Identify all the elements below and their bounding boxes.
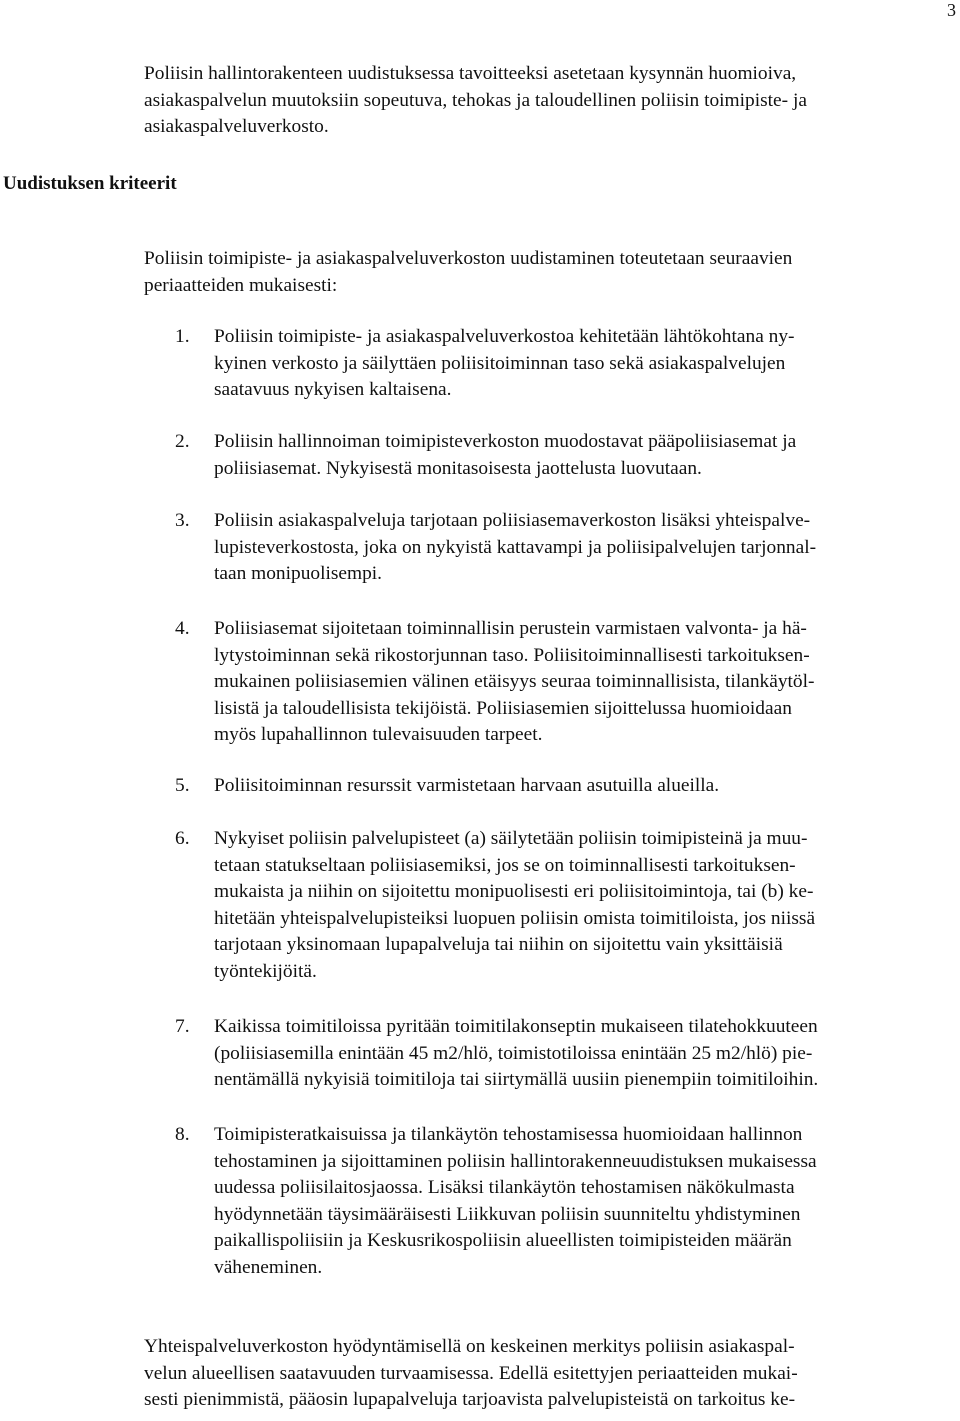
- text-line: Kaikissa toimitiloissa pyritään toimitilakonseptin mukaiseen tilatehokkuuteen: [214, 1016, 818, 1037]
- text-line: myös lupahallinnon tulevaisuuden tarpeet.: [214, 724, 543, 746]
- text-line: Poliisin asiakaspalveluja tarjotaan poliisiasemaverkoston lisäksi yhteispalve-: [214, 510, 811, 531]
- list-item: [175, 616, 956, 749]
- list-item-text: [214, 616, 956, 749]
- list-item-number: 8.: [175, 1124, 190, 1145]
- section-heading: Uudistuksen kriteerit: [3, 173, 177, 194]
- list-item: [175, 508, 956, 588]
- text-line: mukainen poliisiasemien välinen etäisyys seuraa toiminnallisista, tilankäytöl-: [214, 671, 815, 693]
- list-item-number: 5.: [175, 775, 190, 796]
- list-item-text: [214, 508, 956, 588]
- list-item-number: 7.: [175, 1016, 190, 1037]
- list-item-text: [214, 324, 956, 404]
- text-line: uudessa poliisilaitosjaossa. Lisäksi tilankäytön tehostamisen näkökulmasta: [214, 1177, 795, 1199]
- text-line: velun alueellisen saatavuuden turvaamisessa. Edellä esitettyjen periaatteiden mukai-: [144, 1362, 798, 1384]
- principles-intro-paragraph: [144, 246, 956, 299]
- list-item-text: [214, 1014, 956, 1094]
- list-item-text: [214, 429, 956, 482]
- list-item: [175, 773, 956, 800]
- text-line: väheneminen.: [214, 1256, 323, 1278]
- text-line: paikallispoliisiin ja Keskusrikospoliisin alueellisten toimipisteiden määrän: [214, 1230, 792, 1252]
- text-line: Nykyiset poliisin palvelupisteet (a) säilytetään poliisin toimipisteinä ja muu-: [214, 828, 808, 849]
- list-item-number: 4.: [175, 618, 190, 639]
- list-item-text: [214, 826, 956, 986]
- text-line: tehostaminen ja sijoittaminen poliisin hallintorakenneuudistuksen mukaisessa: [214, 1150, 817, 1172]
- list-item-number: 2.: [175, 431, 190, 452]
- text-line: lytystoiminnan sekä rikostorjunnan taso. Poliisitoiminnallisesti tarkoituksen-: [214, 644, 810, 666]
- text-line: Poliisitoiminnan resurssit varmistetaan harvaan asutuilla alueilla.: [214, 775, 720, 796]
- list-item: [175, 826, 956, 986]
- list-item: [175, 324, 956, 404]
- text-line: Poliisin hallinnoiman toimipisteverkoston muodostavat pääpoliisiasemat ja: [214, 431, 797, 452]
- text-line: lisistä ja taloudellisista tekijöistä. Poliisiasemien sijoittelussa huomioidaan: [214, 697, 792, 719]
- text-line: hyödynnetään täysimääräisesti Liikkuvan poliisin suunniteltu yhdistyminen: [214, 1203, 801, 1225]
- text-line: (poliisiasemilla enintään 45 m2/hlö, toimistotiloissa enintään 25 m2/hlö) pie-: [214, 1042, 813, 1064]
- text-line: Poliisiasemat sijoitetaan toiminnallisin perustein varmistaen valvonta- ja hä-: [214, 618, 807, 639]
- list-item-text: [214, 1122, 956, 1282]
- text-line: Poliisin hallintorakenteen uudistuksessa tavoitteeksi asetetaan kysynnän huomioiva,: [144, 63, 797, 84]
- list-item-text: [214, 773, 956, 800]
- text-line: Yhteispalveluverkoston hyödyntämisellä on keskeinen merkitys poliisin asiakaspal-: [144, 1336, 795, 1357]
- text-line: sesti pienimmistä, pääosin lupapalveluja tarjoavista palvelupisteistä on tarkoitus ke-: [144, 1389, 796, 1411]
- text-line: asiakaspalvelun muutoksiin sopeutuva, tehokas ja taloudellinen poliisin toimipiste- ja: [144, 89, 807, 111]
- text-line: asiakaspalveluverkosto.: [144, 116, 329, 138]
- text-line: työntekijöitä.: [214, 960, 317, 982]
- page-number: 3: [947, 0, 956, 20]
- intro-paragraph: [144, 61, 956, 141]
- closing-paragraph: [144, 1334, 956, 1414]
- text-line: Poliisin toimipiste- ja asiakaspalveluverkostoa kehitetään lähtökohtana ny-: [214, 326, 795, 347]
- list-item: [175, 1122, 956, 1282]
- list-item-number: 6.: [175, 828, 190, 849]
- text-line: tetaan statukseltaan poliisiasemiksi, jos se on toiminnallisesti tarkoituksen-: [214, 854, 796, 876]
- text-line: poliisiasemat. Nykyisestä monitasoisesta jaottelusta luovutaan.: [214, 457, 702, 479]
- text-line: saatavuus nykyisen kaltaisena.: [214, 379, 452, 401]
- text-line: lupisteverkostosta, joka on nykyistä kattavampi ja poliisipalvelujen tarjonnal-: [214, 536, 817, 558]
- text-line: Toimipisteratkaisuissa ja tilankäytön tehostamisessa huomioidaan hallinnon: [214, 1124, 803, 1145]
- text-line: periaatteiden mukaisesti:: [144, 274, 338, 296]
- list-item-number: 1.: [175, 326, 190, 347]
- list-item-number: 3.: [175, 510, 190, 531]
- text-line: kyinen verkosto ja säilyttäen poliisitoiminnan taso sekä asiakaspalvelujen: [214, 352, 786, 374]
- text-line: nentämällä nykyisiä toimitiloja tai siirtymällä uusiin pienempiin toimitiloihin.: [214, 1069, 819, 1091]
- list-item: [175, 429, 956, 482]
- text-line: mukaista ja niihin on sijoitettu monipuolisesti eri poliisitoimintoja, tai (b) ke-: [214, 881, 814, 903]
- text-line: tarjotaan yksinomaan lupapalveluja tai niihin on sijoitettu vain yksittäisiä: [214, 934, 783, 956]
- text-line: hitetään yhteispalvelupisteiksi luopuen poliisin omista toimitiloista, jos niissä: [214, 907, 816, 929]
- text-line: Poliisin toimipiste- ja asiakaspalveluverkoston uudistaminen toteutetaan seuraavien: [144, 248, 793, 269]
- list-item: [175, 1014, 956, 1094]
- text-line: taan monipuolisempi.: [214, 563, 383, 585]
